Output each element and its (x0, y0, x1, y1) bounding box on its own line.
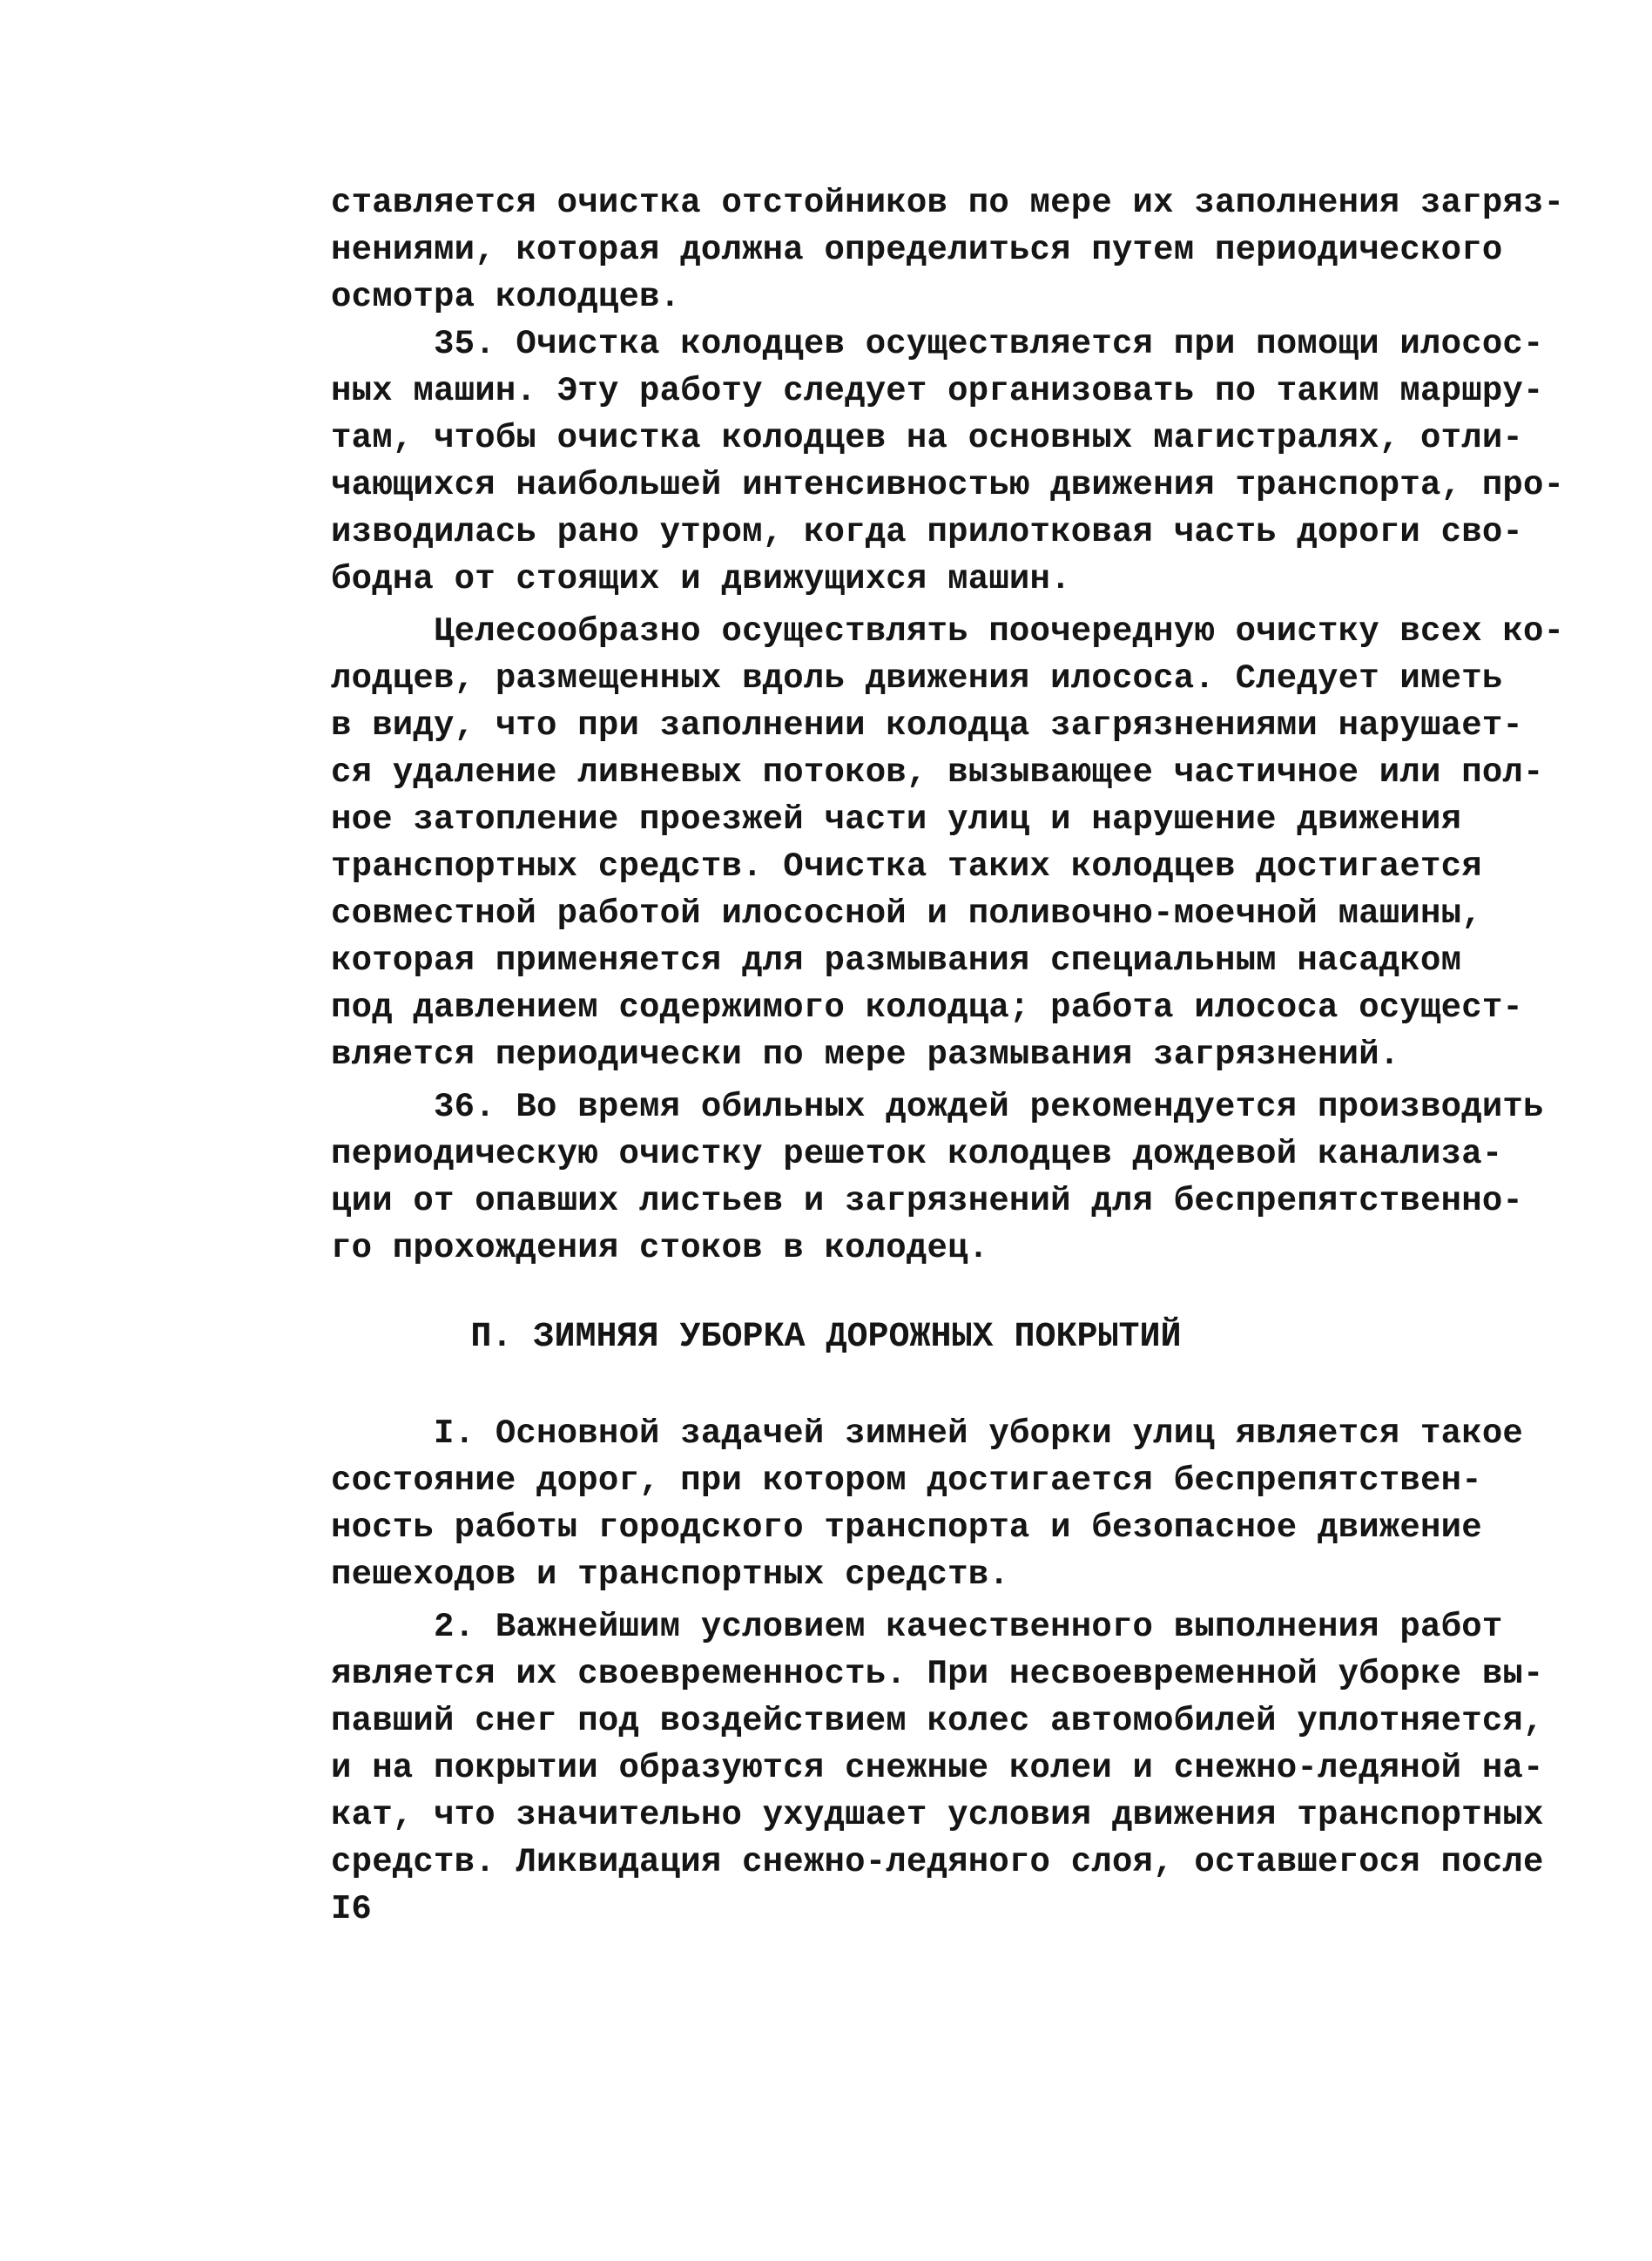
text-line: там, чтобы очистка колодцев на основных магистралях, отли- (331, 419, 1524, 457)
text-line: бодна от стоящих и движущихся машин. (331, 560, 1071, 598)
page-number: I6 (331, 1890, 372, 1928)
text-line: пешеходов и транспортных средств. (331, 1556, 1009, 1594)
text-line: ное затопление проезжей части улиц и нарушение движения (331, 800, 1462, 839)
text-line: I. Основной задачей зимней уборки улиц является такое (331, 1414, 1524, 1453)
text-line: 36. Во время обильных дождей рекомендуется производить (331, 1088, 1544, 1126)
text-line: лодцев, размещенных вдоль движения илососа. Следует иметь (331, 659, 1503, 698)
text-line: средств. Ликвидация снежно-ледяного слоя, оставшегося после (331, 1843, 1544, 1881)
text-line: ставляется очистка отстойников по мере их заполнения загряз- (331, 184, 1565, 222)
text-line: чающихся наибольшей интенсивностью движения транспорта, про- (331, 466, 1565, 504)
text-line: нениями, которая должна определиться путем периодического (331, 231, 1503, 269)
text-line: павший снег под воздействием колес автомобилей уплотняется, (331, 1702, 1544, 1740)
text-line: состояние дорог, при котором достигается беспрепятствен- (331, 1461, 1482, 1500)
text-line: осмотра колодцев. (331, 278, 681, 316)
text-line: го прохождения стоков в колодец. (331, 1229, 989, 1267)
text-line: в виду, что при заполнении колодца загрязнениями нарушает- (331, 706, 1524, 745)
text-line: ных машин. Эту работу следует организовать по таким маршру- (331, 372, 1544, 410)
text-line: изводилась рано утром, когда прилотковая часть дороги сво- (331, 513, 1524, 551)
text-line: ся удаление ливневых потоков, вызывающее частичное или пол- (331, 753, 1544, 792)
text-line: которая применяется для размывания специальным насадком (331, 942, 1462, 980)
text-line: 2. Важнейшим условием качественного выполнения работ (331, 1608, 1503, 1646)
text-line: периодическую очистку решеток колодцев дождевой канализа- (331, 1135, 1503, 1173)
text-line: транспортных средств. Очистка таких колодцев достигается (331, 847, 1482, 886)
text-line: 35. Очистка колодцев осуществляется при помощи илосос- (331, 325, 1544, 363)
text-line: и на покрытии образуются снежные колеи и снежно-ледяной на- (331, 1749, 1544, 1787)
text-line: является их своевременность. При несвоевременной уборке вы- (331, 1655, 1544, 1693)
text-line: ции от опавших листьев и загрязнений для беспрепятственно- (331, 1182, 1524, 1220)
text-line: под давлением содержимого колодца; работа илососа осущест- (331, 989, 1524, 1027)
text-line: кат, что значительно ухудшает условия движения транспортных (331, 1796, 1544, 1834)
section-heading: П. ЗИМНЯЯ УБОРКА ДОРОЖНЫХ ПОКРЫТИЙ (470, 1318, 1182, 1357)
text-line: совместной работой илососной и поливочно-моечной машины, (331, 894, 1482, 933)
text-line: ность работы городского транспорта и безопасное движение (331, 1508, 1482, 1547)
text-line: вляется периодически по мере размывания загрязнений. (331, 1036, 1400, 1074)
text-line: Целесообразно осуществлять поочередную очистку всех ко- (331, 612, 1565, 651)
